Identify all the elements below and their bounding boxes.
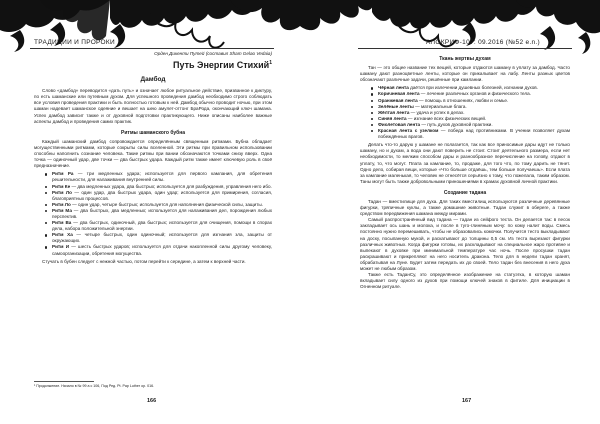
rhythm-text: — два быстрых, два медленных; используется для налаживания дел, порождения любых перспектив. [52,207,273,219]
rhythm-text: — шесть быстрых ударов; используется для отдачи накопленной силы другому человеку, самоорганизации, обретения могущества. [52,244,272,256]
left-body [34,51,272,265]
ribbon-text: — удача и успех в делах. [409,109,465,115]
paragraph: Также есть ТаданСу, это определённое изображение на статуэтка, в которую шаман вкладывает силу одного из духов при помощи ключей знаков в фитиле. Для инициации в Огненном ритуале. [360,272,570,290]
ribbon-text: — победа над противниками. В учении позволяет духам побеждённых врагов. [378,128,570,140]
list-item [52,220,272,232]
list-item [52,190,272,202]
rhythm-name: Ритм Ке [52,183,71,189]
paragraph: Самый распространённый вид тадана — тадан из сейфого теста. Он делается так: в песок закладывает ось шань и молока, и после в туго-глиняным мочу: по кому налит воды. Смесь постоянно нужно перемешивать, чтобы не образовались комочки. Получится тесто выкладывают на доску, посыпанную мукой, и раскатывают до толщины 0,5 см. Из теста вырезают фигурки различных животных. Когда фигурки готовы, их раскладывают на специальное жаро противне и выпекают в духовке при минимальной температуре час ночь. После просушки тадан раскрашивают и прикрепляют на него носитель дракона. Тело для в недели тадан хранят, обрабатывая на Луне. Будет затем передать их до своей. Тело тадан без внесения в него духа может не любым образом. [360,217,570,271]
rhythm-list [34,171,272,256]
rhythm-name: Ритм И [52,244,70,250]
paragraph: Делать что-то дарую у шамане не полагается, так как все приносимые дары идут не только шаману, но и духам, а вода они дают поверить не стоит. Стоит деятельного размера, если нет необходимости, то мелким способом дары и разнообразное перечисление на голову, отдают в уплату, то, что могут. Плата за камлание, то, продаже, для того что, по тому дарить не тянет. Одно дело, собирая вещи, которые «Что больше отдаёшь, тем больше получаешь». Если плата за камлание маленькая, то человек не отнесётся серьёзно к тому, что пожелала, таким образом. Таны могут быть также добровольными приношениями в храмах духовной личной практики. [360,142,570,184]
page-number: 166 [147,398,157,404]
ribbon-name: Жёлтая лента [378,109,410,115]
section-heading: Дамбод [140,76,166,84]
rhythm-text: — один удар, два быстрых удара, один удар; используется для примирения, согласия, благоприятных процессов. [52,189,272,201]
ribbon-list [360,85,570,140]
rhythm-text: — четыре быстрых, один одиночный; используется для изгнания зла, защиты от окружающих. [52,232,273,244]
paragraph: Тан — это общее название тех вещей, которые отдаются шаману в уплату за дамбод. Часто шаману дают разноцветные ленты, которые он прикалывает на лабу. Ленты разных цветов обозначают различные задачи, решённые при камлании. [360,65,570,83]
section-heading: Ткань жертвы духам [439,56,491,62]
subheading: Ритмы шаманского бубна [120,129,186,136]
right-ornament [300,0,600,58]
rhythm-text: — два быстрых, одиночный, два быстрых; используется для очищения, помощи в спорах дела, набора положительной энергии. [52,220,272,232]
running-head: АПОКРИФ-107: 09.2016 (№52 e.n.) [425,39,540,46]
left-ornament [0,0,300,58]
list-item [52,171,272,183]
ribbon-name: Оранжевая лента [378,97,418,103]
ribbon-text: — материальные блага. [413,103,467,109]
ribbon-name: Красная лента с узелком [378,128,439,134]
ribbon-text: — лечение различных органов и физического тела. [419,91,531,97]
ribbon-name: Синяя лента [378,115,407,121]
list-item [378,128,570,140]
page-number: 167 [462,398,472,404]
byline: Орден Дикенти Путей (составил Sham Gelao Vedaia) [154,51,272,56]
rhythm-name: Ритм Ва [52,220,72,226]
ribbon-name: Зелёные ленты [378,103,414,109]
header-rule [30,48,274,49]
ribbon-name: Коричневая лента [378,91,420,97]
list-item [52,208,272,220]
ribbon-name: Фиолетовая лента [378,121,421,127]
rhythm-text: — два медленных удара, два быстрых; используется для разбуждения, управления него ибо. [70,183,272,189]
section-heading: Создание тадана [443,189,487,196]
rhythm-text: — три медленных удара; используется для первого камлания, для обретения решительности, для налаживания внутренней силы. [52,171,272,183]
rhythm-name: Ритм Ха [52,232,73,238]
list-item [52,232,272,244]
ribbon-text: — помощь в отношениях, любви и семье. [417,97,509,103]
rhythm-name: Ритм Ра [52,171,74,177]
intro-paragraph: Слово «дамбод» переводится «дать путь» и означает любое ритуальное действие, призванное к диктуру, по есть шаманские или путевным духом. Для успешного проведения дамбод необходимо строго соблюдать все условия проведения практики и быть полностью готовым к ней. Дамбод обычно проводит ночью, при этом шаман надевает шаманское одеяние и вешает на шею амулет-оттонг БраРода, окончающий ключ шамана. Успех дамбод зависит также и от духовной подготовки практикующего. Ниже описаны наиболее важные аспекты дамбод и проведения самих практик. [34,88,272,124]
running-head: ТРАДИЦИИ И ПРОРОКИ [34,39,115,46]
ribbon-text: даётся при излечении душевных болезней, изгнании духов. [408,85,539,91]
footnote-mark: 1 [269,60,272,67]
ribbon-text: — изгнание всех физических вещей. [406,115,487,121]
rhythm-text: — один удар, четыре быстрых; используется для наполнения физической силы, защиты. [70,201,263,207]
rhythm-name: Ритм Ло [52,189,72,195]
closing-paragraph: Стучать в бубен следует с нежной частью, потом перейти к середине, а затем к верхней части. [42,258,246,264]
ribbon-name: Чёрная лента [378,85,409,91]
rhythm-intro-paragraph: Каждый шаманский дамбод сопровождается определённым священным ритмами. Бубна обладает могущественными ритмами, которые сокрыты силы вселенной. Эти ритмы при правильном использовании способны наполнить сознание человека. Такие ритмы при вании обозначаются точками снизу вверх. Одна точка — одиночный удар, две точки — два быстрых удара. Каждый ритм также имеет ключевую роль в своё предназначение. [34,138,272,169]
article-title [34,58,272,71]
right-page [300,0,600,424]
ribbon-text: — путь духов духовной практики. [420,121,493,127]
paragraph: Тадан — вместилище для духа. Для таких вместилищ используются различные деревянные фигурки, тряпичные куклы, а также домашние животные. Тадан служит в обереге, а также средством передвижения шамана между мирами. [360,198,570,217]
footnote: ¹ Продолжение. Начало в № 99 а с 106, Под Ред. Pt. Pap Luther op. 016. [34,384,155,388]
article-title-text: Путь Энергии Стихий [173,60,270,71]
right-body [360,51,570,290]
footnote-rule [34,381,94,382]
rhythm-name: Ритм Ло [52,201,71,207]
list-item [52,244,272,256]
rhythm-name: Ритм Ма [52,207,72,213]
header-rule [358,48,572,49]
